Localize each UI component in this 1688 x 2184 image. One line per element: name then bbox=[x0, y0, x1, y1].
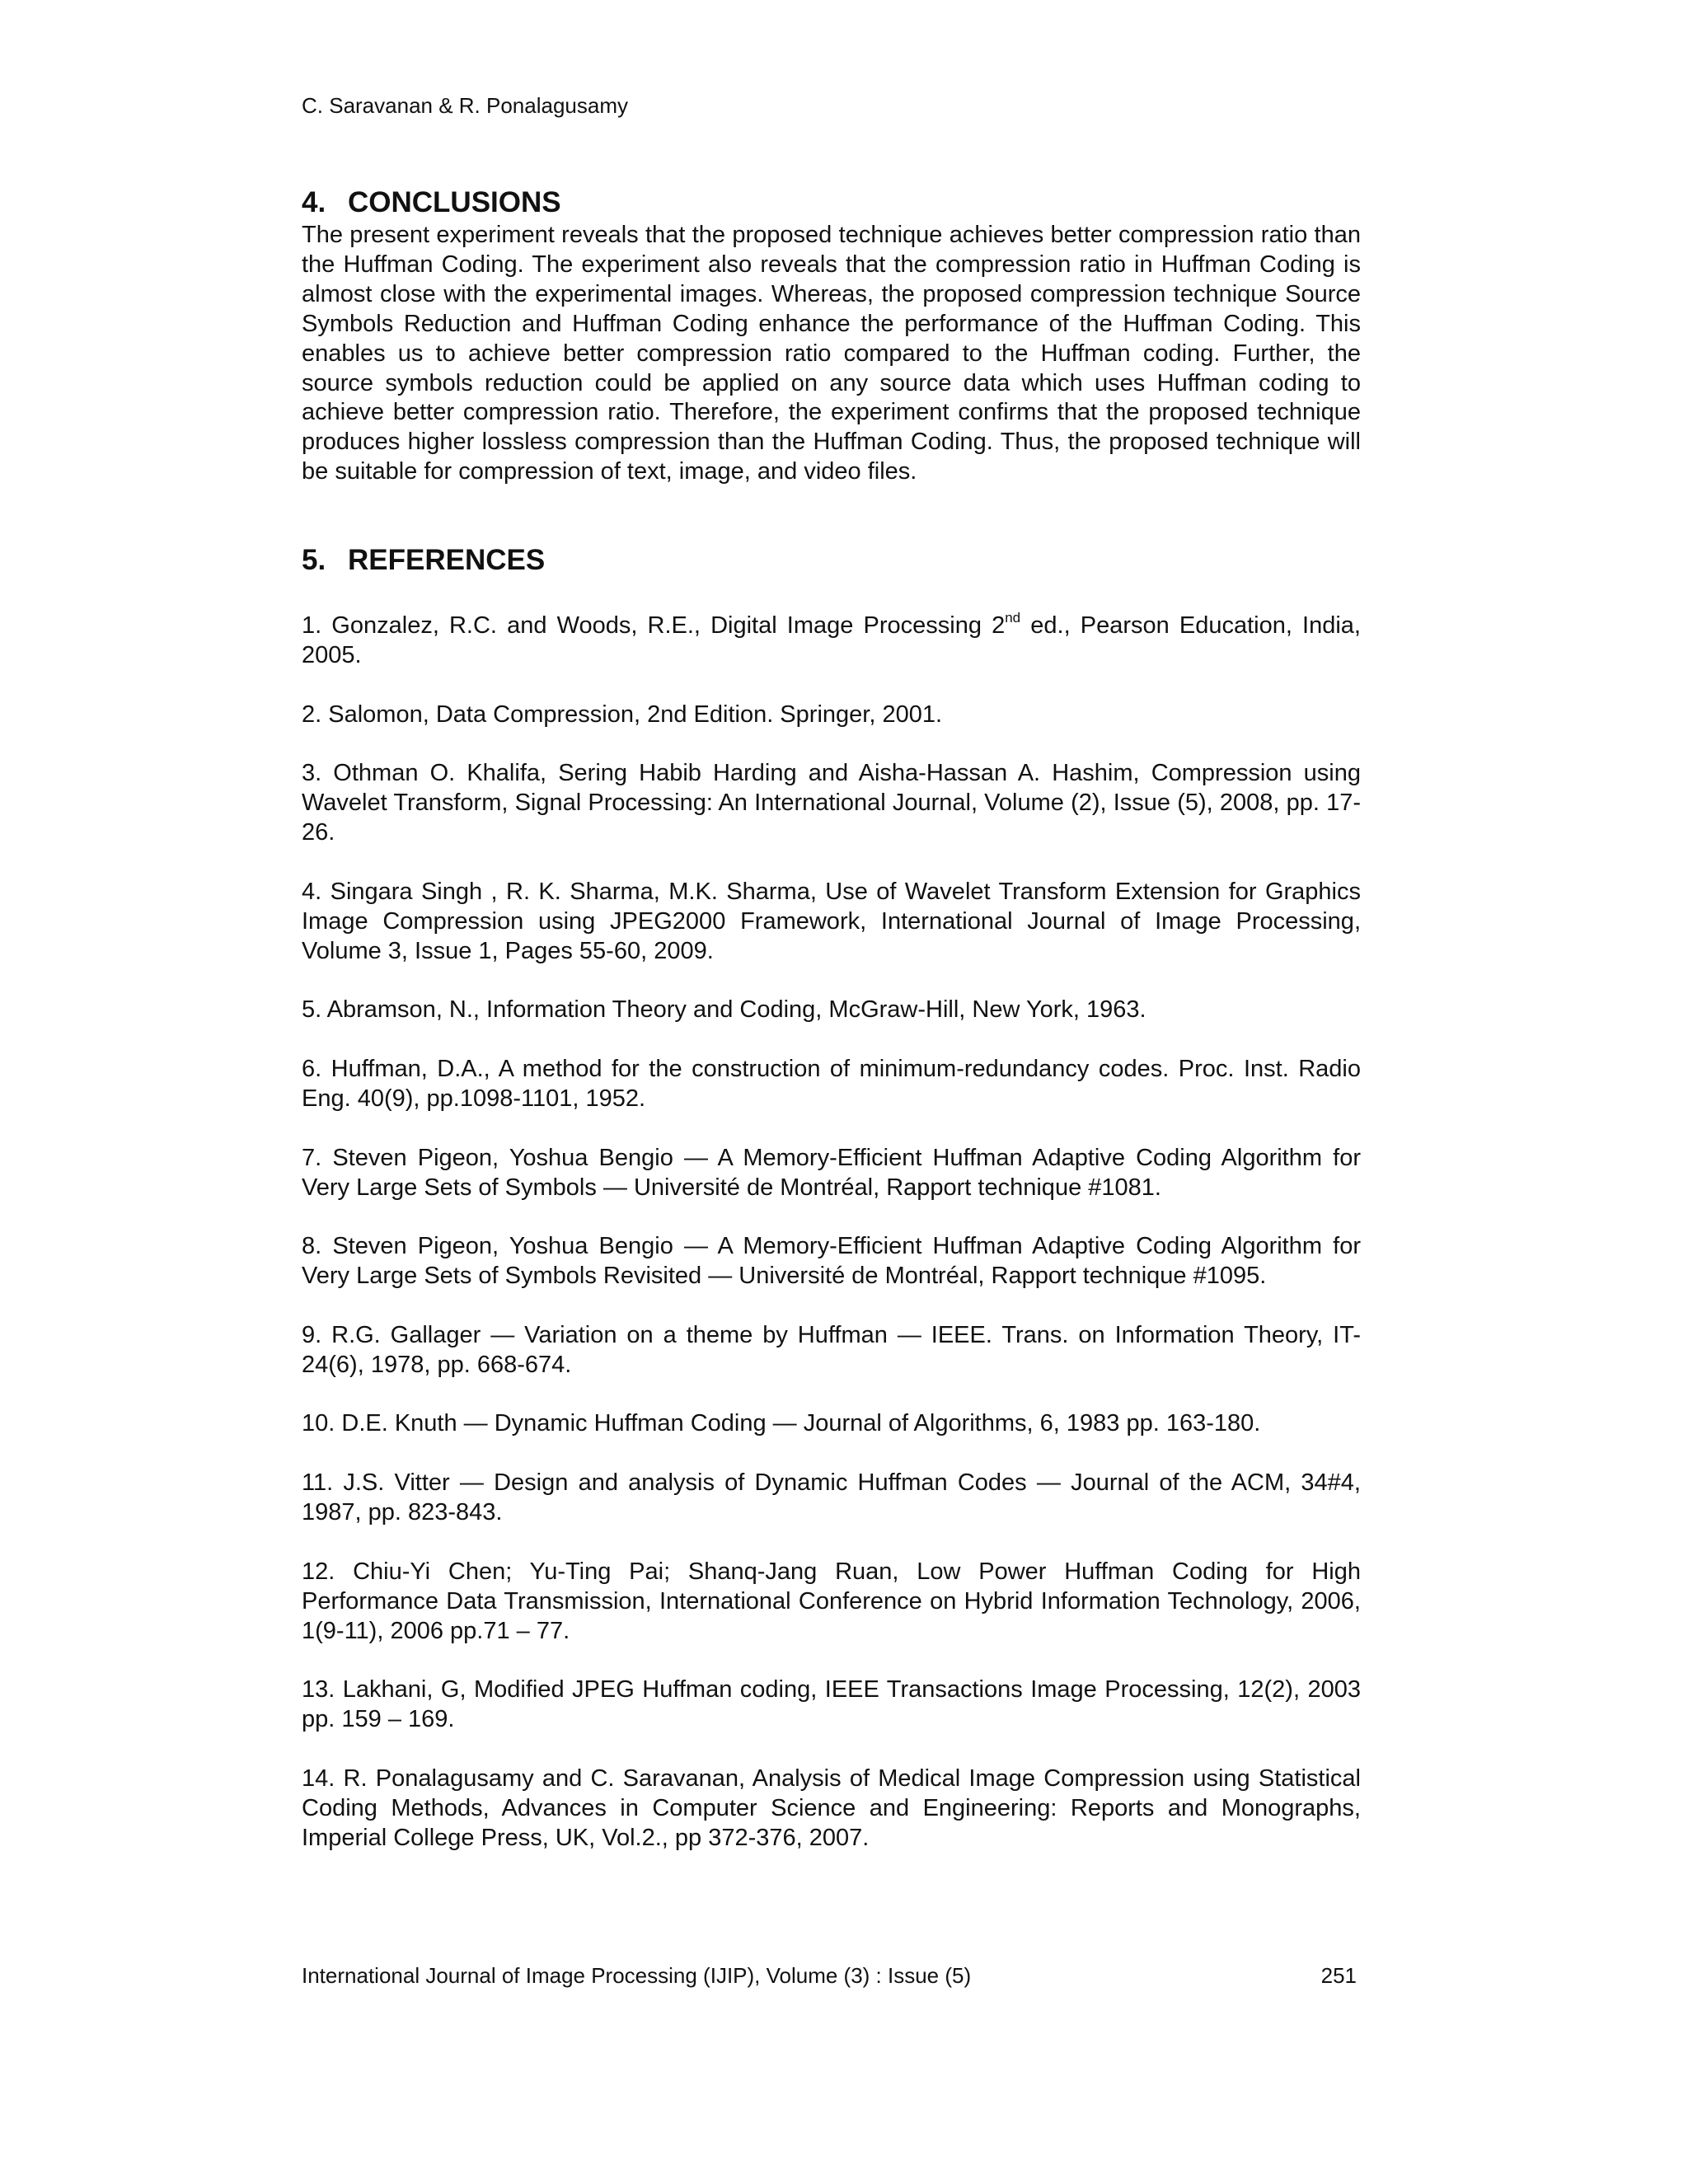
reference-superscript: nd bbox=[1005, 610, 1021, 626]
reference-item: 11. J.S. Vitter — Design and analysis of Dynamic Huffman Codes — Journal of the ACM, 34#4, 1987, pp. 823-843. bbox=[302, 1469, 1361, 1526]
reference-list bbox=[302, 612, 1361, 1882]
reference-text: ed., Pearson Education, India, 2005. bbox=[302, 612, 1361, 668]
reference-item: 9. R.G. Gallager — Variation on a theme by Huffman — IEEE. Trans. on Information Theory, IT-24(6), 1978, pp. 668-674. bbox=[302, 1321, 1361, 1378]
page-number: 251 bbox=[1320, 1963, 1357, 1988]
paper-page bbox=[302, 0, 1361, 2184]
references-section-title: REFERENCES bbox=[348, 544, 546, 576]
reference-item: 14. R. Ponalagusamy and C. Saravanan, Analysis of Medical Image Compression using Statistical Coding Methods, Advances in Computer Science and Engineering: Reports and Monographs, Imperial College Press, UK, Vol.2., pp 372-376, 2007. bbox=[302, 1765, 1361, 1851]
reference-item: 4. Singara Singh , R. K. Sharma, M.K. Sharma, Use of Wavelet Transform Extension for Graphics Image Compression using JPEG2000 Framework, International Journal of Image Processing, Volume 3, Issue 1, Pages 55-60, 2009. bbox=[302, 878, 1361, 964]
reference-item: 8. Steven Pigeon, Yoshua Bengio — A Memory-Efficient Huffman Adaptive Coding Algorithm for Very Large Sets of Symbols Revisited — Université de Montréal, Rapport technique #1095. bbox=[302, 1233, 1361, 1290]
references-section-number: 5. bbox=[302, 544, 326, 576]
reference-text: 1. Gonzalez, R.C. and Woods, R.E., Digital Image Processing 2 bbox=[302, 612, 1006, 639]
footer-journal: International Journal of Image Processing (IJIP), Volume (3) : Issue (5) bbox=[302, 1963, 972, 1988]
reference-item bbox=[302, 612, 1361, 671]
reference-item: 3. Othman O. Khalifa, Sering Habib Harding and Aisha-Hassan A. Hashim, Compression using Wavelet Transform, Signal Processing: An International Journal, Volume (2), Issue (5), 2008, pp. 17-26. bbox=[302, 760, 1361, 846]
reference-item: 7. Steven Pigeon, Yoshua Bengio — A Memory-Efficient Huffman Adaptive Coding Algorithm for Very Large Sets of Symbols — Université de Montréal, Rapport technique #1081. bbox=[302, 1144, 1361, 1201]
reference-item: 12. Chiu-Yi Chen; Yu-Ting Pai; Shanq-Jang Ruan, Low Power Huffman Coding for High Performance Data Transmission, International Conference on Hybrid Information Technology, 2006, 1(9-11), 2006 pp.71 – 77. bbox=[302, 1558, 1361, 1644]
reference-item: 6. Huffman, D.A., A method for the construction of minimum-redundancy codes. Proc. Inst. Radio Eng. 40(9), pp.1098-1101, 1952. bbox=[302, 1056, 1361, 1112]
reference-item: 2. Salomon, Data Compression, 2nd Edition. Springer, 2001. bbox=[302, 701, 943, 728]
references-heading bbox=[302, 544, 545, 577]
conclusions-section-number: 4. bbox=[302, 186, 326, 218]
conclusions-section-title: CONCLUSIONS bbox=[348, 186, 561, 218]
reference-item: 13. Lakhani, G, Modified JPEG Huffman coding, IEEE Transactions Image Processing, 12(2), 2003 pp. 159 – 169. bbox=[302, 1676, 1361, 1733]
conclusions-heading bbox=[302, 186, 561, 219]
conclusions-paragraph: The present experiment reveals that the proposed technique achieves better compression ratio than the Huffman Coding. The experiment also reveals that the compression ratio in Huffman Coding is almost close with the experimental images. Whereas, the proposed compression technique Source Symbols Reduction and Huffman Coding enhance the performance of the Huffman Coding. This enables us to achieve better compression ratio compared to the Huffman coding. Further, the source symbols reduction could be applied on any source data which uses Huffman coding to achieve better compression ratio. Therefore, the experiment confirms that the proposed technique produces higher lossless compression than the Huffman Coding. Thus, the proposed technique will be suitable for compression of text, image, and video files. bbox=[302, 222, 1361, 485]
running-head: C. Saravanan & R. Ponalagusamy bbox=[302, 93, 628, 118]
reference-item: 5. Abramson, N., Information Theory and Coding, McGraw-Hill, New York, 1963. bbox=[302, 996, 1146, 1024]
reference-item: 10. D.E. Knuth — Dynamic Huffman Coding — Journal of Algorithms, 6, 1983 pp. 163-180. bbox=[302, 1410, 1261, 1437]
